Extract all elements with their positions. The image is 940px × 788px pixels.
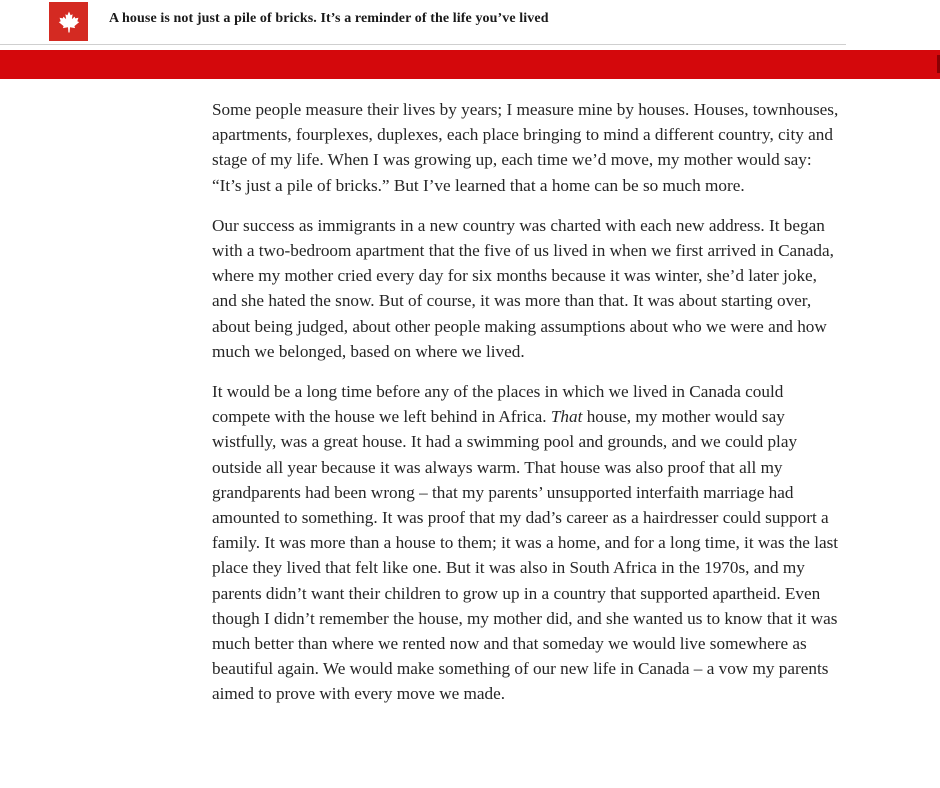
italic-that: That xyxy=(550,407,583,427)
article-body xyxy=(212,97,840,722)
article-headline[interactable]: A house is not just a pile of bricks. It’s a reminder of the life you’ve lived xyxy=(109,11,549,26)
top-bar xyxy=(0,0,846,45)
article-paragraph-3 xyxy=(212,379,840,707)
paragraph-3-start: It would be a long time before any of the places in which we lived in Canada could compete with the house we left behind in Africa. xyxy=(212,382,784,427)
site-logo[interactable] xyxy=(49,2,88,41)
paragraph-3-rest: house, my mother would say wistfully, was a great house. It had a swimming pool and grounds, and we could play outside all year because it was always warm. That house was also proof that all my grandparents had been wrong – that my parents’ unsupported interfaith marriage had amounted to something. It was proof that my dad’s career as a hairdresser could support a family. It was more than a house to them; it was a home, and for a long time, it was the last place they lived that felt like one. But it was also in South Africa in the 1970s, and my parents didn’t want their children to grow up in a country that supported apartheid. Even though I didn’t remember the house, my mother did, and she wanted us to know that it was much better than where we rented now and that someday we would live somewhere as beautiful again. We would make something of our new life in Canada – a vow my parents aimed to prove with every move we made. xyxy=(212,407,839,704)
red-banner xyxy=(0,50,940,79)
maple-leaf-icon xyxy=(57,10,81,34)
article-paragraph-1: Some people measure their lives by years; I measure mine by houses. Houses, townhouses, apartments, fourplexes, duplexes, each place bringing to mind a different country, city and stage of my life. When I was growing up, each time we’d move, my mother would say: “It’s just a pile of bricks.” But I’ve learned that a home can be so much more. xyxy=(212,100,839,195)
article-paragraph-2: Our success as immigrants in a new country was charted with each new address. It began with a two-bedroom apartment that the five of us lived in when we first arrived in Canada, where my mother cried every day for six months because it was winter, she’d later joke, and she hated the snow. But of course, it was more than that. It was about starting over, about being judged, about other people making assumptions about who we were and how much we belonged, based on where we lived. xyxy=(212,215,834,361)
